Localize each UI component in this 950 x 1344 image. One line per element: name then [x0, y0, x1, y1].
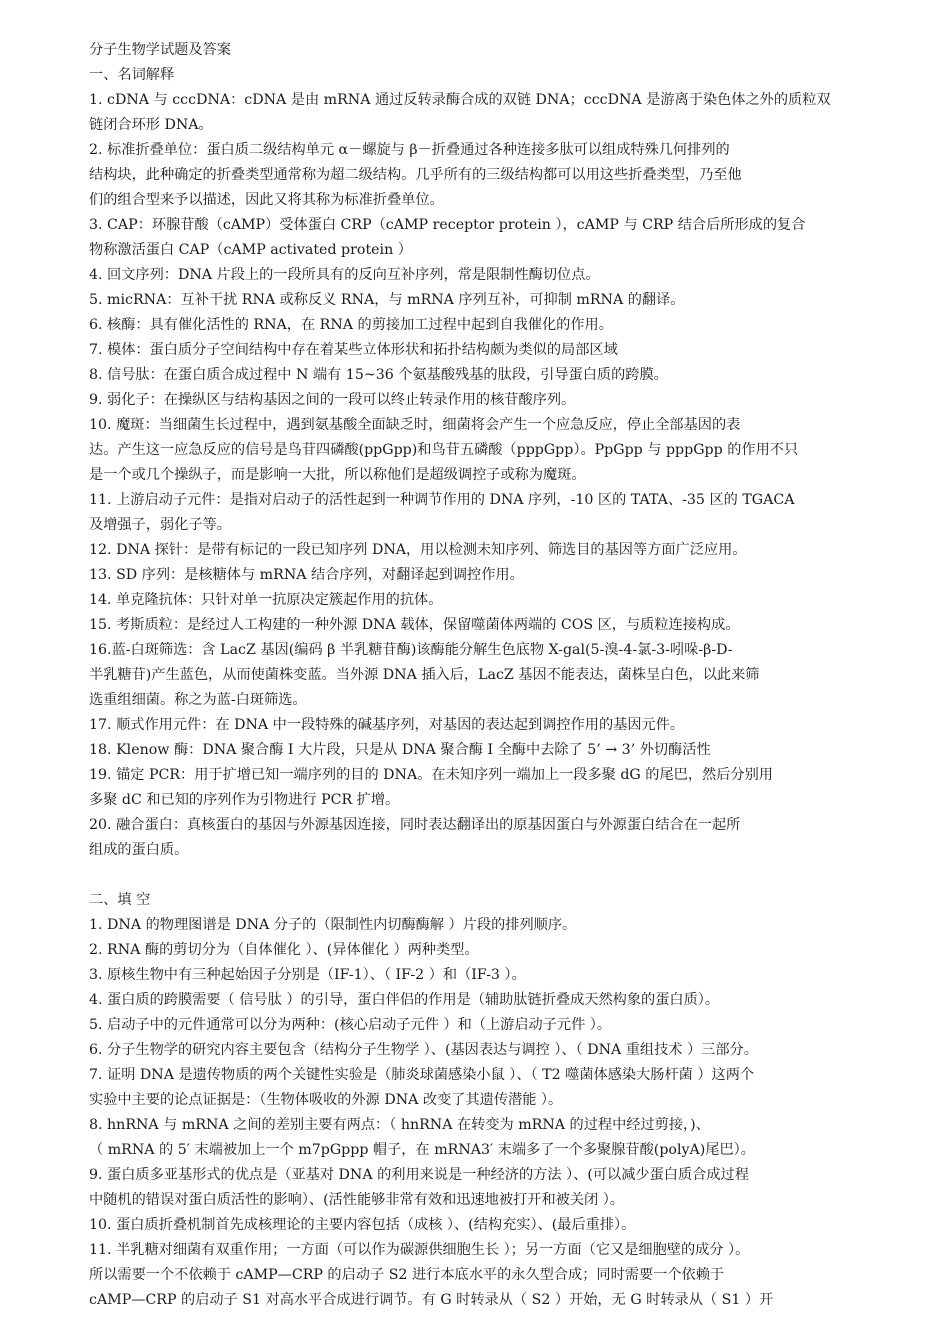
- definition-item-line: 5. micRNA：互补干扰 RNA 或称反义 RNA，与 mRNA 序列互补，可抑制 mRNA 的翻译。: [89, 292, 685, 308]
- definitions-list: [89, 88, 864, 863]
- definition-item: [89, 588, 864, 613]
- definition-item: [89, 413, 864, 488]
- fill-in-item-line: 10. 蛋白质折叠机制首先成核理论的主要内容包括（成核 ）、(结构充实）、(最后重排）。: [89, 1217, 636, 1233]
- definition-item-line: 2. 标准折叠单位：蛋白质二级结构单元 α－螺旋与 β－折叠通过各种连接多肽可以组成特殊几何排列的: [89, 142, 730, 158]
- definition-item-line: 多聚 dC 和已知的序列作为引物进行 PCR 扩增。: [89, 792, 400, 808]
- definition-item: [89, 488, 864, 538]
- section-heading-definitions: 一、名词解释: [89, 67, 175, 83]
- fill-in-item: [89, 1213, 864, 1238]
- definition-item: [89, 363, 864, 388]
- definition-item-line: 16.蓝-白斑筛选：含 LacZ 基因(编码 β 半乳糖苷酶)该酶能分解生色底物 X-gal(5-溴-4-氯-3-吲哚-β-D-: [89, 642, 733, 658]
- fill-in-item-line: 所以需要一个不依赖于 cAMP—CRP 的启动子 S2 进行本底水平的永久型合成；同时需要一个依赖于: [89, 1267, 725, 1283]
- definition-item: [89, 763, 864, 813]
- definition-item-line: 11. 上游启动子元件：是指对启动子的活性起到一种调节作用的 DNA 序列，-10 区的 TATA、-35 区的 TGACA: [89, 492, 795, 508]
- fill-in-item: [89, 1163, 864, 1213]
- definition-item-line: 7. 模体：蛋白质分子空间结构中存在着某些立体形状和拓扑结构颇为类似的局部区域: [89, 342, 618, 358]
- definition-item-line: 19. 锚定 PCR：用于扩增已知一端序列的目的 DNA。在未知序列一端加上一段多聚 dG 的尾巴，然后分别用: [89, 767, 773, 783]
- definition-item-line: 1. cDNA 与 cccDNA：cDNA 是由 mRNA 通过反转录酶合成的双链 DNA；cccDNA 是游离于染色体之外的质粒双: [89, 92, 831, 108]
- fill-in-item-line: 1. DNA 的物理图谱是 DNA 分子的（限制性内切酶酶解 ）片段的排列顺序。: [89, 917, 577, 933]
- fill-in-item-line: 5. 启动子中的元件通常可以分为两种：(核心启动子元件 ）和（上游启动子元件 ）。: [89, 1017, 612, 1033]
- fill-in-item: [89, 1113, 864, 1163]
- definition-item-line: 达。产生这一应急反应的信号是鸟苷四磷酸(ppGpp)和鸟苷五磷酸（pppGpp）。PpGpp 与 pppGpp 的作用不只: [89, 442, 799, 458]
- definition-item-line: 选重组细菌。称之为蓝-白斑筛选。: [89, 692, 307, 708]
- fill-in-item-line: 11. 半乳糖对细菌有双重作用；一方面（可以作为碳源供细胞生长 ）；另一方面（它又是细胞壁的成分 ）。: [89, 1242, 750, 1258]
- fill-in-item: [89, 988, 864, 1013]
- section-heading-fill-in: 二、填 空: [89, 892, 151, 908]
- fill-in-item-line: 8. hnRNA 与 mRNA 之间的差别主要有两点：（ hnRNA 在转变为 mRNA 的过程中经过剪接，)、: [89, 1117, 710, 1133]
- definition-item: [89, 338, 864, 363]
- definition-item: [89, 638, 864, 713]
- fill-in-item-line: （ mRNA 的 5′ 末端被加上一个 m7pGppp 帽子，在 mRNA3′ 末端多了一个多聚腺苷酸(polyA)尾巴）。: [89, 1142, 755, 1158]
- definition-item-line: 结构块，此种确定的折叠类型通常称为超二级结构。几乎所有的三级结构都可以用这些折叠类型，乃至他: [89, 167, 742, 183]
- definition-item: [89, 388, 864, 413]
- definition-item-line: 们的组合型来予以描述，因此又将其称为标准折叠单位。: [89, 192, 444, 208]
- definition-item-line: 及增强子，弱化子等。: [89, 517, 231, 533]
- definition-item-line: 物称激活蛋白 CAP（cAMP activated protein ）: [89, 242, 412, 258]
- definition-item-line: 是一个或几个操纵子，而是影响一大批，所以称他们是超级调控子或称为魔斑。: [89, 467, 586, 483]
- definition-item: [89, 263, 864, 288]
- definition-item-line: 组成的蛋白质。: [89, 842, 189, 858]
- definition-item: [89, 138, 864, 213]
- fill-in-item: [89, 1038, 864, 1063]
- definition-item: [89, 88, 864, 138]
- definition-item: [89, 813, 864, 863]
- definition-item-line: 18. Klenow 酶：DNA 聚合酶 I 大片段，只是从 DNA 聚合酶 I 全酶中去除了 5’ → 3’ 外切酶活性: [89, 742, 711, 758]
- fill-in-item: [89, 1063, 864, 1113]
- definition-item-line: 14. 单克隆抗体：只针对单一抗原决定簇起作用的抗体。: [89, 592, 443, 608]
- definition-item: [89, 288, 864, 313]
- definition-item-line: 3. CAP：环腺苷酸（cAMP）受体蛋白 CRP（cAMP receptor protein ），cAMP 与 CRP 结合后所形成的复合: [89, 217, 806, 233]
- fill-in-item-line: 6. 分子生物学的研究内容主要包含（结构分子生物学 ）、(基因表达与调控 ）、（ DNA 重组技术 ）三部分。: [89, 1042, 758, 1058]
- definition-item-line: 9. 弱化子：在操纵区与结构基因之间的一段可以终止转录作用的核苷酸序列。: [89, 392, 576, 408]
- fill-in-item: [89, 938, 864, 963]
- fill-in-item-line: 4. 蛋白质的跨膜需要（ 信号肽 ）的引导，蛋白伴侣的作用是（辅助肽链折叠成天然构象的蛋白质）。: [89, 992, 720, 1008]
- fill-in-item-line: 2. RNA 酶的剪切分为（自体催化 ）、(异体催化 ）两种类型。: [89, 942, 479, 958]
- fill-in-item-line: 3. 原核生物中有三种起始因子分别是（IF-1）、（ IF-2 ）和（IF-3 ）。: [89, 967, 526, 983]
- fill-in-list: [89, 913, 864, 1313]
- fill-in-item-line: 实验中主要的论点证据是：（生物体吸收的外源 DNA 改变了其遗传潜能 ）。: [89, 1092, 563, 1108]
- definition-item-line: 6. 核酶：具有催化活性的 RNA，在 RNA 的剪接加工过程中起到自我催化的作用。: [89, 317, 613, 333]
- definition-item-line: 8. 信号肽：在蛋白质合成过程中 N 端有 15~36 个氨基酸残基的肽段，引导蛋白质的跨膜。: [89, 367, 668, 383]
- definition-item-line: 12. DNA 探针：是带有标记的一段已知序列 DNA，用以检测未知序列、筛选目的基因等方面广泛应用。: [89, 542, 747, 558]
- definition-item-line: 4. 回文序列：DNA 片段上的一段所具有的反向互补序列，常是限制性酶切位点。: [89, 267, 600, 283]
- fill-in-item-line: 中随机的错误对蛋白质活性的影响）、(活性能够非常有效和迅速地被打开和被关闭 ）。: [89, 1192, 624, 1208]
- definition-item: [89, 313, 864, 338]
- fill-in-item: [89, 963, 864, 988]
- definition-item-line: 10. 魔斑：当细菌生长过程中，遇到氨基酸全面缺乏时，细菌将会产生一个应急反应，停止全部基因的表: [89, 417, 741, 433]
- definition-item: [89, 738, 864, 763]
- fill-in-item-line: 7. 证明 DNA 是遗传物质的两个关键性实验是（肺炎球菌感染小鼠 ）、（ T2 噬菌体感染大肠杆菌 ）这两个: [89, 1067, 755, 1083]
- definition-item: [89, 538, 864, 563]
- document-title: 分子生物学试题及答案: [89, 42, 231, 58]
- definition-item-line: 半乳糖苷)产生蓝色，从而使菌株变蓝。当外源 DNA 插入后，LacZ 基因不能表达，菌株呈白色，以此来筛: [89, 667, 760, 683]
- definition-item-line: 20. 融合蛋白：真核蛋白的基因与外源基因连接，同时表达翻译出的原基因蛋白与外源蛋白结合在一起所: [89, 817, 741, 833]
- definition-item: [89, 613, 864, 638]
- definition-item-line: 13. SD 序列：是核糖体与 mRNA 结合序列，对翻译起到调控作用。: [89, 567, 524, 583]
- definition-item: [89, 213, 864, 263]
- section-spacer: [89, 863, 864, 888]
- fill-in-item: [89, 1238, 864, 1313]
- definition-item-line: 15. 考斯质粒：是经过人工构建的一种外源 DNA 载体，保留噬菌体两端的 COS 区，与质粒连接构成。: [89, 617, 740, 633]
- definition-item: [89, 563, 864, 588]
- fill-in-item-line: 9. 蛋白质多亚基形式的优点是（亚基对 DNA 的利用来说是一种经济的方法 ）、(可以减少蛋白质合成过程: [89, 1167, 749, 1183]
- fill-in-item-line: cAMP—CRP 的启动子 S1 对高水平合成进行调节。有 G 时转录从（ S2 ）开始，无 G 时转录从（ S1 ）开: [89, 1292, 774, 1308]
- definition-item: [89, 713, 864, 738]
- definition-item-line: 链闭合环形 DNA。: [89, 117, 213, 133]
- definition-item-line: 17. 顺式作用元件：在 DNA 中一段特殊的碱基序列，对基因的表达起到调控作用的基因元件。: [89, 717, 685, 733]
- fill-in-item: [89, 913, 864, 938]
- fill-in-item: [89, 1013, 864, 1038]
